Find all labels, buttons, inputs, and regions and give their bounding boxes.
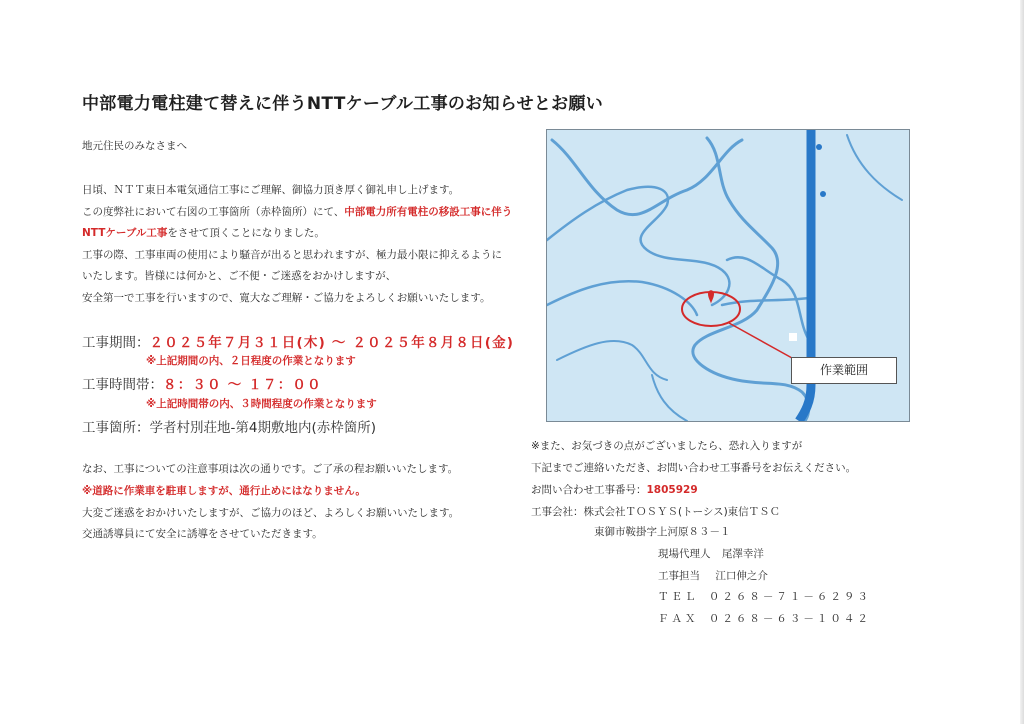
period-label: 工事期間：: [82, 335, 150, 351]
period-row: [82, 331, 514, 351]
notes-line-4: 交通誘導員にて安全に誘導をさせていただきます。: [82, 528, 323, 540]
contact-line-1: ※また、お気づきの点がございましたら、恐れ入りますが: [531, 440, 803, 452]
body-line-3-text: をさせて頂くことになりました。: [167, 227, 325, 239]
company-line: 工事会社：株式会社ＴＯＳＹＳ(トーシス)東信ＴＳＣ: [531, 506, 781, 518]
body-line-4: 工事の際、工事車両の使用により騒音が出ると思われますが、極力最小限に抑えるように: [82, 249, 502, 261]
work-area-label: 作業範囲: [791, 357, 897, 384]
fax-row: [658, 611, 871, 626]
scan-edge-shadow: [1020, 0, 1024, 724]
agent-label: 現場代理人: [658, 548, 711, 560]
greeting: 地元住民のみなさまへ: [82, 140, 187, 152]
hours-label: 工事時間帯：: [82, 377, 163, 393]
location-line: 工事箇所：学者村別荘地-第4期敷地内(赤枠箇所): [82, 420, 376, 436]
map-facility-icon: [820, 191, 826, 197]
agent-row: [658, 546, 764, 561]
tel-number: ０２６８－７１－６２９３: [708, 591, 871, 603]
company-address: 東御市鞍掛字上河原８３－１: [594, 526, 731, 538]
tel-row: [658, 589, 871, 604]
body-line-3-highlight: NTTケーブル工事: [82, 227, 168, 239]
contact-line-2: 下記までご連絡いただき、お問い合わせ工事番号をお伝えください。: [531, 462, 857, 474]
notes-line-3: 大変ご迷惑をおかけいたしますが、ご協力のほど、よろしくお願いいたします。: [82, 507, 460, 519]
inquiry-row: [531, 482, 698, 497]
inquiry-number: 1805929: [646, 484, 698, 496]
staff-row: [658, 568, 768, 583]
hours-row: [82, 373, 322, 393]
body-line-2-text: この度弊社において右図の工事箇所（赤枠箇所）にて、: [82, 206, 345, 218]
page-title: 中部電力電柱建て替えに伴うNTTケーブル工事のお知らせとお願い: [82, 94, 604, 114]
period-note: ※上記期間の内、２日程度の作業となります: [146, 355, 356, 367]
body-line-5: いたします。皆様には何かと、ご不便・ご迷惑をおかけしますが、: [82, 270, 397, 282]
inquiry-label: お問い合わせ工事番号：: [531, 484, 647, 496]
map-facility-icon: [816, 144, 822, 150]
hours-note: ※上記時間帯の内、３時間程度の作業となります: [146, 398, 377, 410]
period-value: ２０２５年７月３１日(木) ～ ２０２５年８月８日(金): [149, 335, 515, 351]
agent-name: 尾澤幸洋: [721, 548, 764, 560]
notes-line-1: なお、工事についての注意事項は次の通りです。ご了承の程お願いいたします。: [82, 463, 459, 475]
tel-label: ＴＥＬ: [658, 591, 699, 603]
body-line-6: 安全第一で工事を行いますので、寛大なご理解・ご協力をよろしくお願いいたします。: [82, 292, 491, 304]
body-line-3: [82, 225, 325, 240]
hours-value: ８：３０ ～ １７：００: [163, 377, 322, 393]
staff-label: 工事担当: [658, 570, 700, 582]
body-line-2: [82, 204, 512, 219]
fax-number: ０２６８－６３－１０４２: [708, 613, 871, 625]
body-line-1: 日頃、ＮＴＴ東日本電気通信工事にご理解、御協力頂き厚く御礼申し上げます。: [82, 184, 460, 196]
staff-name: 江口伸之介: [715, 570, 768, 582]
body-line-2-highlight: 中部電力所有電柱の移設工事に伴う: [344, 206, 513, 218]
fax-label: ＦＡＸ: [658, 613, 699, 625]
map-building-icon: [789, 333, 797, 341]
notes-warning: ※道路に作業車を駐車しますが、通行止めにはなりません。: [82, 485, 366, 497]
